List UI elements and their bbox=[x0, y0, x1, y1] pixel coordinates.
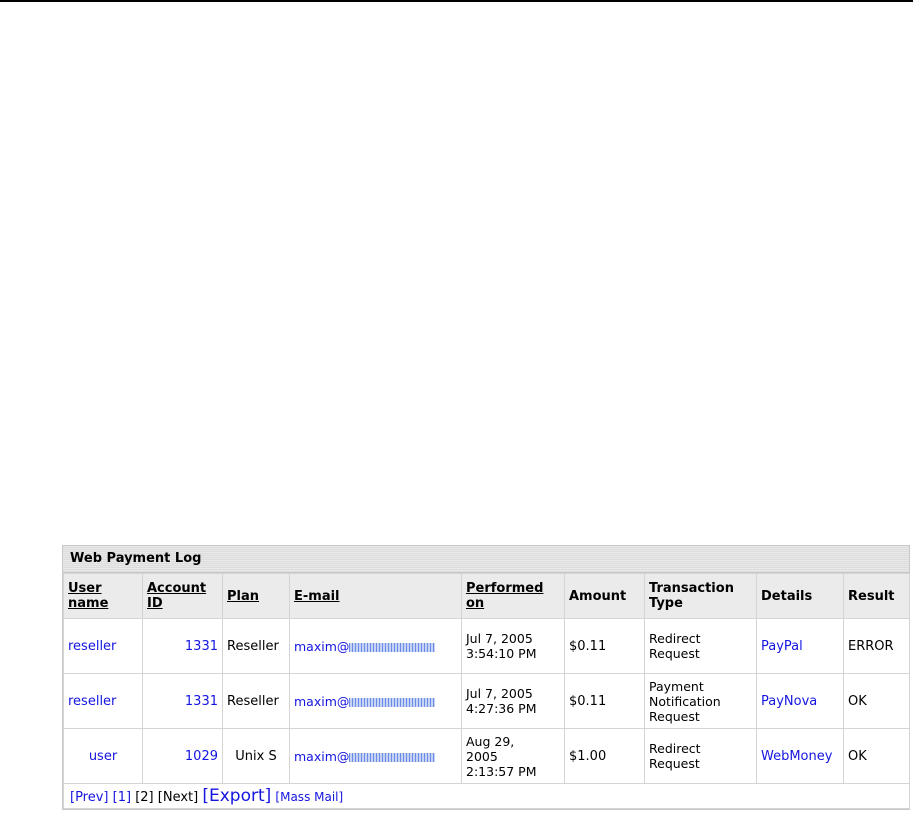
email-link[interactable] bbox=[294, 639, 435, 654]
column-header-account-id[interactable]: Account ID bbox=[143, 574, 223, 619]
column-header-amount: Amount bbox=[565, 574, 645, 619]
details-link[interactable]: PayPal bbox=[761, 638, 803, 654]
plan-cell: Unix S bbox=[223, 729, 290, 784]
performed-time: 3:54:10 PM bbox=[466, 646, 537, 661]
user-link[interactable]: reseller bbox=[68, 693, 117, 709]
prev-page-link[interactable]: [Prev] bbox=[70, 790, 109, 805]
performed-time: 2:13:57 PM bbox=[466, 763, 537, 779]
top-border bbox=[0, 0, 913, 2]
pager-row bbox=[64, 784, 910, 809]
mass-mail-link[interactable]: [Mass Mail] bbox=[275, 790, 344, 804]
performed-date: Jul 7, 2005 bbox=[466, 686, 533, 701]
next-page-label: [Next] bbox=[157, 790, 199, 805]
performed-time: 4:27:36 PM bbox=[466, 701, 537, 716]
plan-cell: Reseller bbox=[223, 619, 290, 674]
type-line: Request bbox=[649, 708, 700, 724]
type-line: Payment bbox=[649, 678, 704, 694]
details-link[interactable]: PayNova bbox=[761, 693, 818, 709]
performed-on-cell bbox=[462, 619, 565, 674]
current-page: [2] bbox=[135, 790, 154, 805]
plan-cell: Reseller bbox=[223, 674, 290, 729]
result-cell: OK bbox=[844, 729, 910, 784]
column-header-transaction-type: Transaction Type bbox=[645, 574, 757, 619]
pager bbox=[64, 784, 910, 809]
redacted-email-domain bbox=[349, 643, 435, 652]
account-id-link[interactable]: 1331 bbox=[184, 638, 218, 654]
redacted-email-domain bbox=[349, 698, 435, 707]
table-row bbox=[64, 674, 910, 729]
user-link[interactable]: user bbox=[88, 748, 118, 764]
web-payment-log-panel bbox=[62, 545, 910, 810]
column-header-result: Result bbox=[844, 574, 910, 619]
performed-on-cell bbox=[462, 729, 565, 784]
transaction-type-cell bbox=[645, 619, 757, 674]
type-line: Notification bbox=[649, 693, 721, 709]
email-link[interactable] bbox=[294, 749, 435, 764]
amount-cell: $1.00 bbox=[565, 729, 645, 784]
performed-date: Aug 29, bbox=[466, 733, 515, 749]
redacted-email-domain bbox=[349, 753, 435, 762]
column-header-performed-on[interactable]: Performed on bbox=[462, 574, 565, 619]
export-link[interactable]: [Export] bbox=[202, 786, 272, 806]
column-header-email[interactable]: E-mail bbox=[290, 574, 462, 619]
column-header-details: Details bbox=[757, 574, 844, 619]
type-line: Redirect bbox=[649, 741, 701, 756]
page-1-link[interactable]: [1] bbox=[112, 790, 132, 805]
table-row bbox=[64, 729, 910, 784]
email-user: maxim@ bbox=[294, 638, 350, 654]
type-line: Request bbox=[649, 646, 700, 661]
details-link[interactable]: WebMoney bbox=[761, 748, 833, 764]
transaction-type-cell bbox=[645, 729, 757, 784]
email-user: maxim@ bbox=[294, 693, 350, 709]
user-link[interactable]: reseller bbox=[68, 638, 117, 654]
type-line: Request bbox=[649, 756, 700, 771]
type-line: Redirect bbox=[649, 631, 701, 646]
email-user: maxim@ bbox=[294, 748, 350, 764]
email-link[interactable] bbox=[294, 694, 435, 709]
table-row bbox=[64, 619, 910, 674]
column-header-plan[interactable]: Plan bbox=[223, 574, 290, 619]
column-header-user-name[interactable]: User name bbox=[64, 574, 143, 619]
panel-title: Web Payment Log bbox=[63, 546, 909, 573]
amount-cell: $0.11 bbox=[565, 619, 645, 674]
account-id-link[interactable]: 1331 bbox=[184, 693, 218, 709]
transaction-type-cell bbox=[645, 674, 757, 729]
result-cell: ERROR bbox=[844, 619, 910, 674]
performed-on-cell bbox=[462, 674, 565, 729]
payment-log-table bbox=[63, 573, 910, 809]
performed-year: 2005 bbox=[466, 748, 498, 764]
amount-cell: $0.11 bbox=[565, 674, 645, 729]
header-row bbox=[64, 574, 910, 619]
account-id-link[interactable]: 1029 bbox=[184, 748, 218, 764]
performed-date: Jul 7, 2005 bbox=[466, 631, 533, 646]
result-cell: OK bbox=[844, 674, 910, 729]
